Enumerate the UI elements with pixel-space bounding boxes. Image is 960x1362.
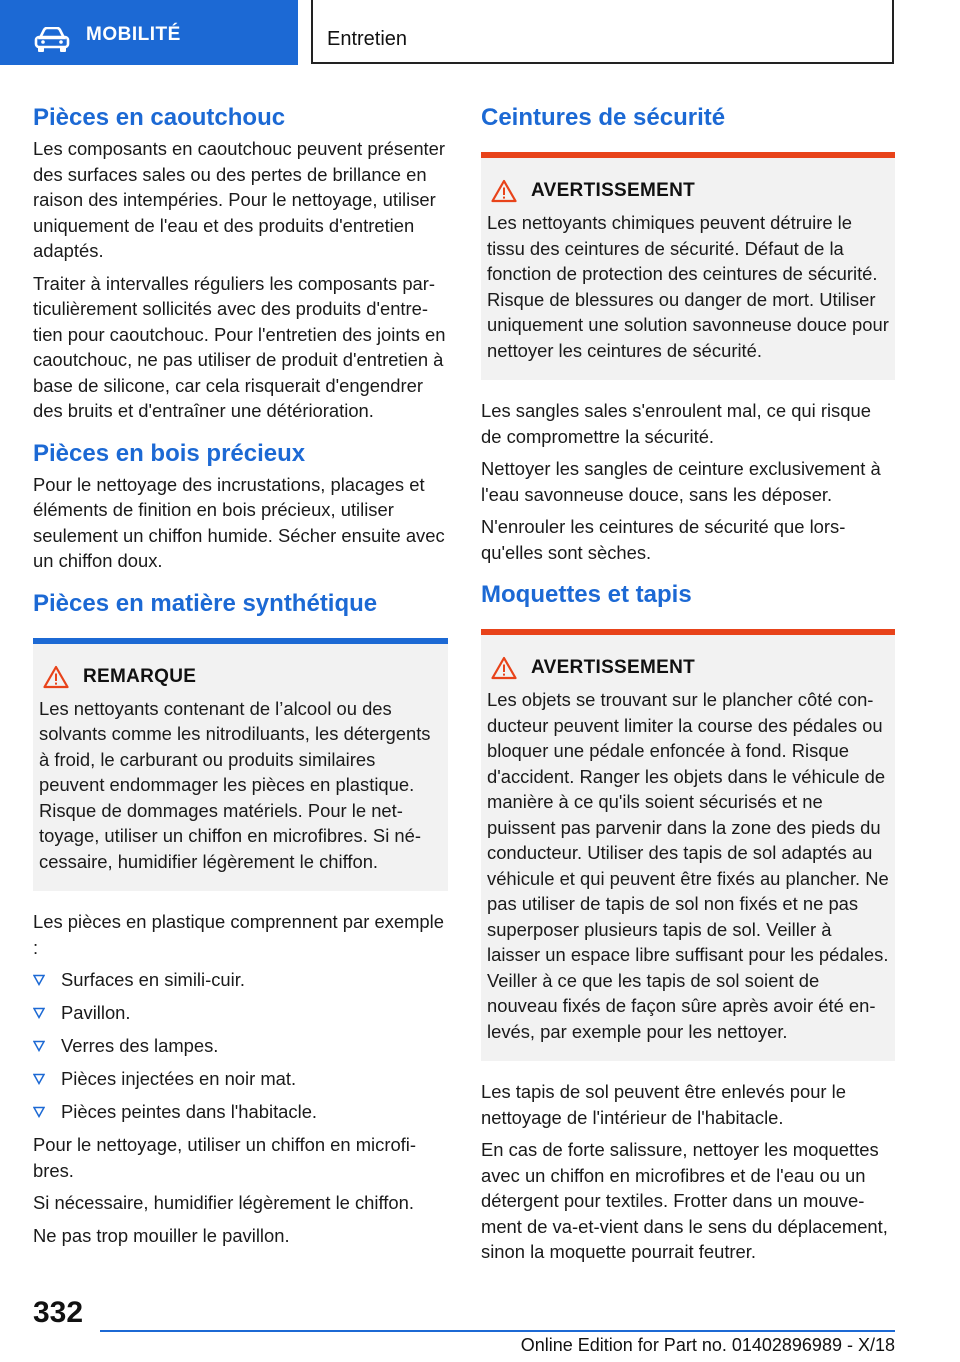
- heading-wood: Pièces en bois précieux: [33, 439, 306, 467]
- triangle-bullet-icon: [33, 1007, 45, 1019]
- triangle-bullet-icon: [33, 1040, 45, 1052]
- footer-edition: Online Edition for Part no. 01402896989 - X/18: [520, 1335, 895, 1355]
- belts-paragraph-2: Nettoyer les sangles de ceinture exclusivement à l'eau savonneuse douce, sans les déposer.: [481, 458, 881, 505]
- heading-synthetic: Pièces en matière synthétique: [33, 589, 378, 617]
- notice-text: Les objets se trouvant sur le plancher côté conducteur peuvent limiter la course des pédales ou bloquer une pédale enfoncée à fond. Risque d'accident. Ranger les objets dans le véhicule de manière à ce qu'ils soient sécurisés et ne puissent pas parvenir dans la zone des pieds du conducteur. Utiliser des tapis de sol adaptés au véhicule et qui peuvent être fixés au plancher. Ne pas utiliser de tapis de sol non fixés et ne pas superposer plusieurs tapis de sol. Veiller à laisser un espace libre suffisant pour les pédales. Veiller à ce que les tapis de sol soient de nouveau fixés de façon sûre après avoir été enlevés, par exemple pour les nettoyer.: [487, 689, 889, 1042]
- belts-paragraph-3: N'enrouler les ceintures de sécurité que lorsqu'elles sont sèches.: [481, 516, 846, 563]
- notice-text: Les nettoyants chimiques peuvent détruire le tissu des ceintures de sécurité. Défaut de la fonction de protection des ceintures de sécurité. Risque de blessures ou danger de mort. Utiliser uniquement une solution savonneuse douce pour nettoyer les ceintures de sécurité.: [487, 212, 889, 361]
- car-icon: [34, 27, 70, 53]
- section-label: MOBILITÉ: [86, 24, 181, 45]
- wood-paragraph-1: Pour le nettoyage des incrustations, placages et éléments de finition en bois précieux, utiliser seulement un chiffon humide. Sécher ensuite avec un chiffon doux.: [33, 473, 445, 571]
- carpets-paragraph-2: En cas de forte salissure, nettoyer les moquettes avec un chiffon en microfibres et de l'eau ou un détergent pour textiles. Frotter dans un mouvement de va-et-vient dans le sens du déplacement, sinon la moquette pourrait feutrer.: [481, 1139, 888, 1262]
- notice-avertissement-belts: [481, 152, 895, 380]
- notice-avertissement-carpets: [481, 629, 895, 1061]
- chapter-box: [311, 0, 894, 64]
- list-item: Pièces peintes dans l'habitacle.: [33, 1099, 448, 1125]
- warning-triangle-icon: [43, 665, 69, 689]
- right-column: [481, 100, 895, 1272]
- notice-title: AVERTISSEMENT: [531, 180, 696, 201]
- belts-paragraph-1: Les sangles sales s'enroulent mal, ce qui risque de compromettre la sécurité.: [481, 400, 871, 447]
- rubber-paragraph-1: Les composants en caoutchouc peuvent présenter des surfaces sales ou des pertes de brillance en raison des intempéries. Pour le nettoyage, utiliser uniquement de l'eau et des produits d'entretien adaptés.: [33, 138, 446, 261]
- heading-rubber: Pièces en caoutchouc: [33, 104, 286, 131]
- list-item: Pièces injectées en noir mat.: [33, 1066, 448, 1092]
- notice-text: Les nettoyants contenant de l’alcool ou des solvants comme les nitrodiluants, les détergents à froid, le carburant ou produits similaires peuvent endommager les pièces en plastique. Risque de dommages matériels. Pour le nettoyage, utiliser un chiffon en microfibres. Si nécessaire, humidifier légèrement le chiffon.: [39, 697, 431, 872]
- heading-carpets: Moquettes et tapis: [481, 581, 692, 608]
- synthetic-paragraph-4: Ne pas trop mouiller le pavillon.: [33, 1224, 290, 1246]
- notice-remarque: [33, 638, 448, 892]
- warning-triangle-icon: [491, 179, 517, 203]
- synthetic-paragraph-3: Si nécessaire, humidifier légèrement le chiffon.: [33, 1192, 414, 1213]
- list-item: Surfaces en simili-cuir.: [33, 967, 448, 993]
- synthetic-paragraph-2: Pour le nettoyage, utiliser un chiffon en microfibres.: [33, 1134, 416, 1181]
- footer-divider: [100, 1330, 895, 1332]
- carpets-paragraph-1: Les tapis de sol peuvent être enlevés pour le nettoyage de l'intérieur de l'habitacle.: [481, 1081, 846, 1128]
- chapter-label: Entretien: [327, 28, 408, 50]
- section-tab[interactable]: [0, 0, 298, 65]
- page-number: 332: [33, 1296, 84, 1329]
- list-item: Verres des lampes.: [33, 1033, 448, 1059]
- triangle-bullet-icon: [33, 1106, 45, 1118]
- rubber-paragraph-2: Traiter à intervalles réguliers les composants particulièrement sollicités avec des produits d'entretien pour caoutchouc. Pour l'entretien des joints en caoutchouc, ne pas utiliser de produit d'entretien à base de silicone, car cela risquerait d'engendrer des bruits et d'entraîner une détérioration.: [33, 272, 446, 421]
- warning-triangle-icon: [491, 656, 517, 680]
- notice-title: REMARQUE: [83, 665, 197, 687]
- triangle-bullet-icon: [33, 1073, 45, 1085]
- list-item: Pavillon.: [33, 1000, 448, 1026]
- synthetic-intro: Les pièces en plastique comprennent par exemple :: [33, 911, 444, 958]
- synthetic-list: [33, 967, 448, 1125]
- notice-title: AVERTISSEMENT: [531, 657, 696, 678]
- heading-belts: Ceintures de sécurité: [481, 104, 726, 131]
- left-column: [33, 100, 448, 1255]
- triangle-bullet-icon: [33, 974, 45, 986]
